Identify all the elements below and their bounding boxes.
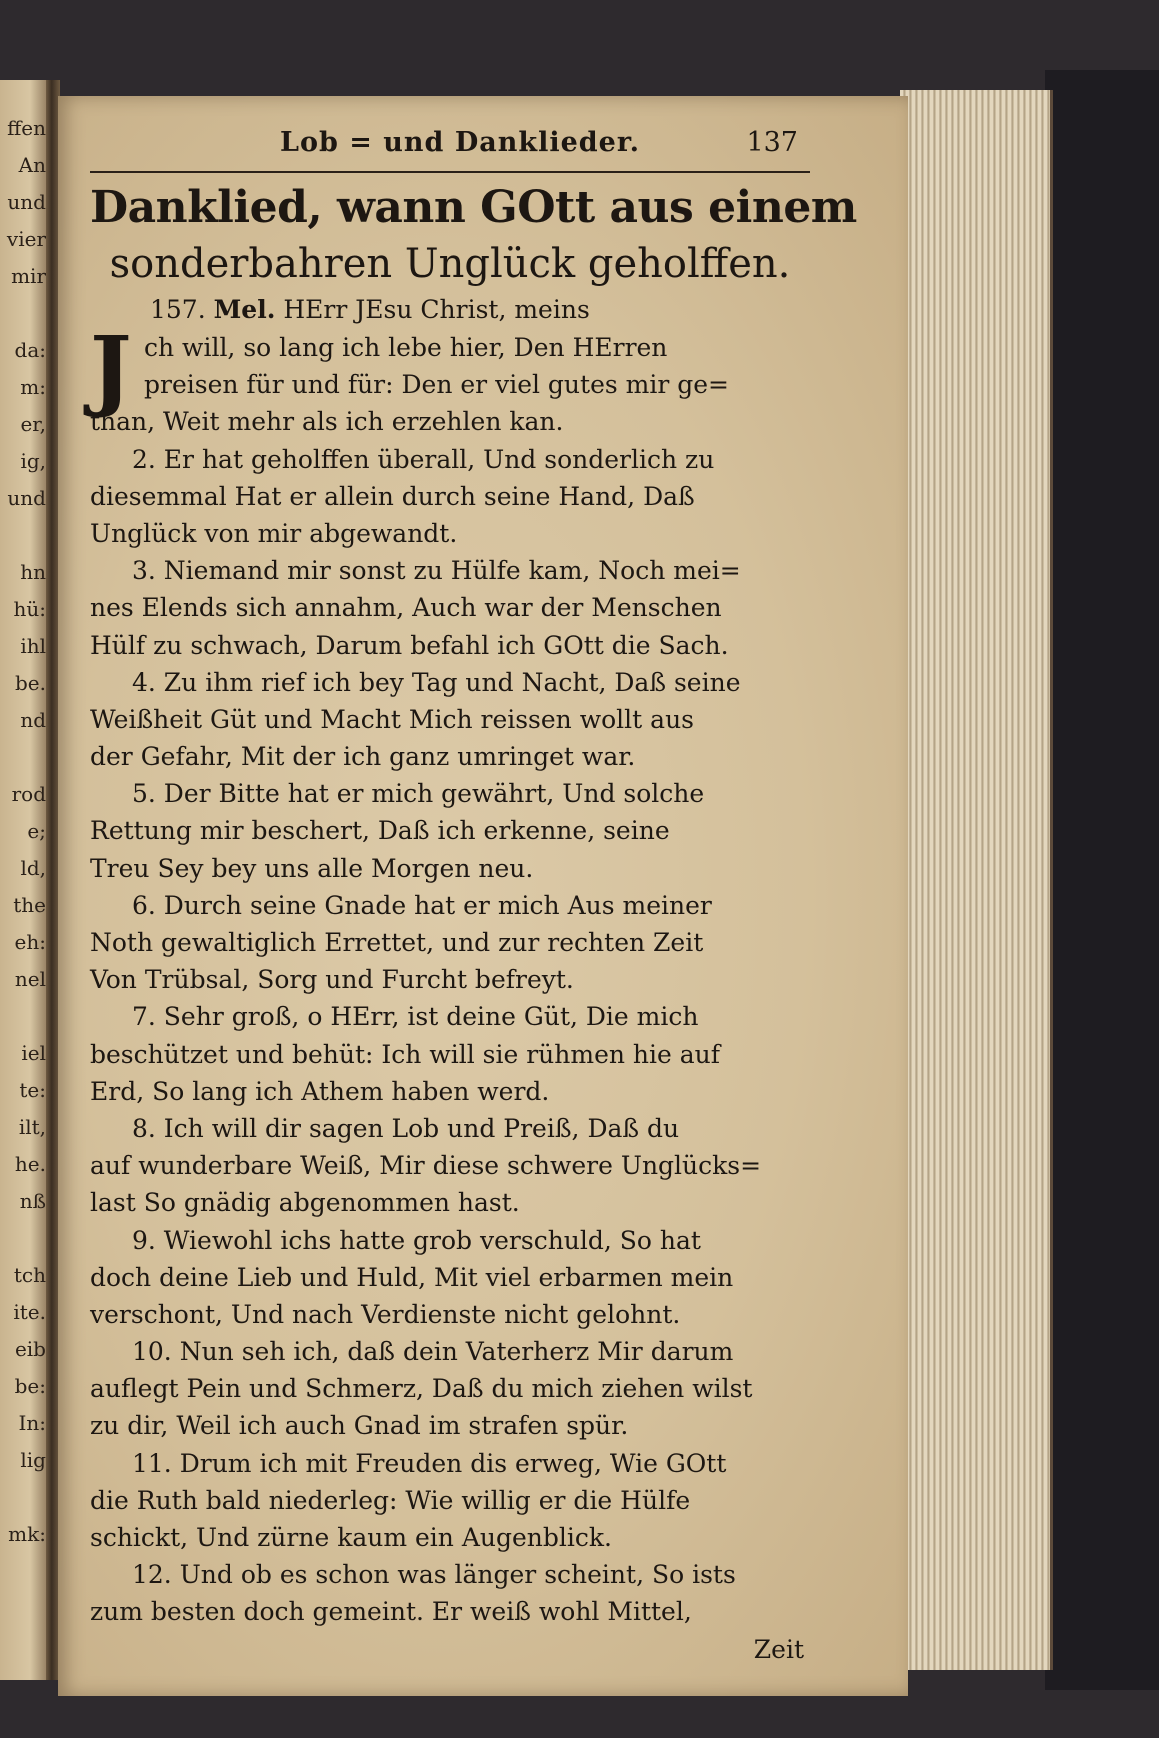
facing-page-fragment: [0, 1479, 46, 1516]
text-line: verschont, Und nach Verdienste nicht gelohnt.: [90, 1299, 681, 1329]
text-line: Weißheit Güt und Macht Mich reissen wollt aus: [90, 704, 695, 734]
text-line: 4. Zu ihm rief ich bey Tag und Nacht, Daß seine: [132, 667, 741, 697]
facing-page-fragment: ite.: [13, 1300, 46, 1324]
drop-cap: J: [90, 316, 132, 420]
facing-page-fragment: nß: [19, 1189, 46, 1213]
text-line: than, Weit mehr als ich erzehlen kan.: [90, 407, 564, 437]
text-line: diesemmal Hat er allein durch seine Hand, Daß: [90, 481, 695, 511]
text-line: 2. Er hat geholffen überall, Und sonderlich zu: [132, 444, 715, 474]
melody-label: Mel.: [213, 295, 276, 324]
text-line: zu dir, Weil ich auch Gnad im strafen spür.: [90, 1411, 629, 1441]
page-number: 137: [746, 127, 798, 158]
facing-page-fragment: [0, 517, 46, 554]
facing-page-fragment: eh:: [14, 930, 46, 954]
text-line: zum besten doch gemeint. Er weiß wohl Mittel,: [90, 1597, 692, 1627]
running-title: Lob = und Danklieder.: [280, 127, 640, 158]
text-line: auflegt Pein und Schmerz, Daß du mich ziehen wilst: [90, 1374, 753, 1404]
facing-page-fragment: und: [7, 486, 46, 510]
text-line: auf wunderbare Weiß, Mir diese schwere Unglücks=: [90, 1151, 762, 1181]
facing-page-fragment: ihl: [20, 634, 46, 658]
facing-page-text: [0, 110, 46, 1670]
facing-page-fragment: m:: [20, 375, 46, 399]
hymn-text: [90, 316, 810, 1668]
facing-page-fragment: hn: [20, 560, 46, 584]
melody-line: [90, 291, 810, 329]
text-line: Unglück von mir abgewandt.: [90, 518, 458, 548]
facing-page-fragment: [0, 1220, 46, 1257]
text-line: 9. Wiewohl ichs hatte grob verschuld, So hat: [132, 1225, 701, 1255]
hymn-subtitle: sonderbahren Unglück geholffen.: [109, 241, 791, 287]
text-line: preisen für und für: Den er viel gutes mir ge=: [144, 370, 729, 400]
text-line: last So gnädig abgenommen hast.: [90, 1188, 520, 1218]
hymn-number: 157.: [150, 295, 206, 324]
facing-page-fragment: he.: [14, 1152, 46, 1176]
melody-text: HErr JEsu Christ, meins: [283, 295, 590, 324]
facing-page-fragment: ilt,: [18, 1115, 46, 1139]
facing-page-fragment: mk:: [8, 1522, 46, 1546]
first-verse-block: [90, 316, 810, 420]
page-content: [90, 125, 857, 1668]
text-line: Noth gewaltiglich Errettet, und zur rechten Zeit: [90, 928, 704, 957]
facing-page-fragment: eib: [14, 1337, 46, 1361]
text-line: der Gefahr, Mit der ich ganz umringet war.: [90, 742, 636, 772]
facing-page-fragment: ffen: [7, 116, 46, 140]
facing-page-fragment: In:: [18, 1411, 46, 1435]
text-line: beschützet und behüt: Ich will sie rühmen hie auf: [90, 1039, 721, 1069]
page-edges: [900, 90, 1053, 1670]
facing-page-edge: [0, 80, 50, 1680]
facing-page-fragment: ig,: [20, 449, 46, 473]
text-line: 5. Der Bitte hat er mich gewährt, Und solche: [132, 779, 705, 809]
facing-page-fragment: vier: [6, 227, 46, 251]
facing-page-fragment: nel: [14, 967, 46, 991]
text-line: Rettung mir beschert, Daß ich erkenne, seine: [90, 816, 670, 846]
text-line: schickt, Und zürne kaum ein Augenblick.: [90, 1523, 612, 1552]
facing-page-fragment: [0, 739, 46, 776]
text-line: 8. Ich will dir sagen Lob und Preiß, Daß du: [132, 1113, 680, 1143]
facing-page-fragment: nd: [20, 708, 46, 732]
book-cover: [1045, 70, 1159, 1690]
facing-page-fragment: [0, 295, 46, 332]
text-line: Erd, So lang ich Athem haben werd.: [90, 1076, 550, 1106]
facing-page-fragment: rod: [11, 782, 46, 806]
facing-page-fragment: mir: [11, 264, 46, 288]
facing-page-fragment: te:: [19, 1078, 46, 1102]
text-line: doch deine Lieb und Huld, Mit viel erbarmen mein: [90, 1262, 734, 1292]
facing-page-fragment: the: [13, 893, 46, 917]
header-rule: [90, 171, 810, 173]
facing-page-fragment: lig: [20, 1448, 46, 1472]
text-line: 7. Sehr groß, o HErr, ist deine Güt, Die mich: [132, 1002, 699, 1032]
hymn-title: Danklied, wann GOtt aus einem: [90, 182, 857, 233]
facing-page-fragment: iel: [21, 1041, 46, 1065]
facing-page-fragment: er,: [20, 412, 46, 436]
text-line: Treu Sey bey uns alle Morgen neu.: [90, 853, 534, 883]
text-line: Von Trübsal, Sorg und Furcht befreyt.: [90, 965, 574, 995]
facing-page-fragment: tch: [13, 1263, 46, 1287]
facing-page-fragment: und: [7, 190, 46, 214]
catchword: Zeit: [753, 1634, 804, 1664]
facing-page-fragment: da:: [14, 338, 46, 362]
text-line: die Ruth bald niederleg: Wie willig er die Hülfe: [90, 1485, 691, 1515]
facing-page-fragment: e;: [27, 819, 46, 843]
text-line: 10. Nun seh ich, daß dein Vaterherz Mir darum: [132, 1337, 734, 1367]
text-line: 12. Und ob es schon was länger scheint, So ists: [132, 1560, 736, 1590]
facing-page-fragment: be.: [15, 671, 46, 695]
text-line: nes Elends sich annahm, Auch war der Menschen: [90, 593, 722, 623]
text-line: 6. Durch seine Gnade hat er mich Aus meiner: [132, 890, 712, 920]
facing-page-fragment: hü:: [13, 597, 46, 621]
running-head: [90, 125, 810, 171]
facing-page-fragment: be:: [14, 1374, 46, 1398]
text-line: 11. Drum ich mit Freuden dis erweg, Wie GOtt: [132, 1448, 727, 1478]
text-line: Hülf zu schwach, Darum befahl ich GOtt die Sach.: [90, 630, 729, 660]
text-line: ch will, so lang ich lebe hier, Den HErren: [144, 333, 668, 362]
facing-page-fragment: ld,: [20, 856, 46, 880]
facing-page-fragment: An: [18, 153, 46, 177]
text-line: 3. Niemand mir sonst zu Hülfe kam, Noch mei=: [132, 556, 741, 586]
facing-page-fragment: [0, 998, 46, 1035]
